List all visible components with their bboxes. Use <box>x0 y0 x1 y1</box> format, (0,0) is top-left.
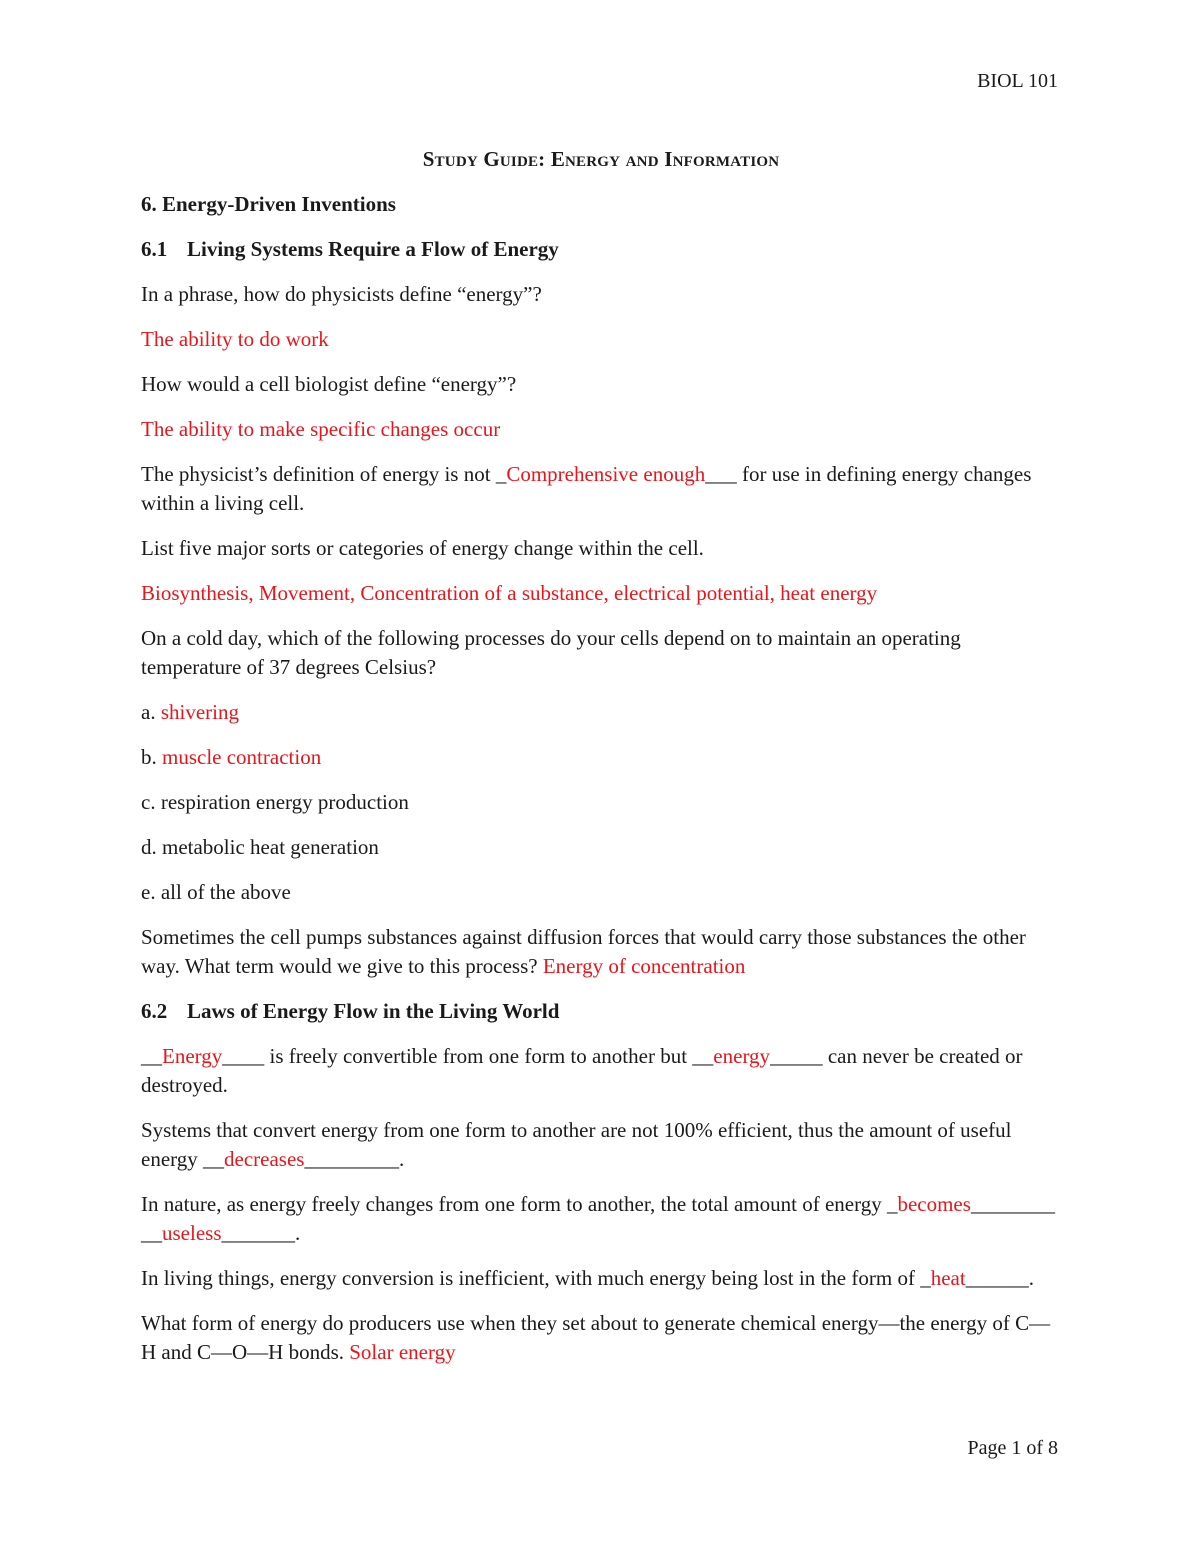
question-efficiency <box>141 1116 1061 1174</box>
question-text: _______. <box>221 1221 301 1245</box>
fill-answer: useless <box>162 1221 222 1245</box>
fill-answer: Energy <box>162 1044 223 1068</box>
section-heading-6-1 <box>141 235 1061 264</box>
question-text: In nature, as energy freely changes from one form to another, the total amount of energy _ <box>141 1192 898 1216</box>
question-definition-fill <box>141 460 1061 518</box>
answer-physicist-energy: The ability to do work <box>141 327 329 351</box>
option-letter: d. <box>141 835 162 859</box>
question-text: ___ for use in defining energy changes within a living cell. <box>141 462 1032 515</box>
course-header: BIOL 101 <box>977 70 1058 92</box>
question-energy-loss <box>141 1264 1061 1293</box>
question-text: In living things, energy conversion is inefficient, with much energy being lost in the form of _ <box>141 1266 931 1290</box>
question-energy-convertible <box>141 1042 1061 1100</box>
option-text: metabolic heat generation <box>162 835 379 859</box>
page-title: Study Guide: Energy and Information <box>422 147 780 171</box>
answer-energy-categories: Biosynthesis, Movement, Concentration of a substance, electrical potential, heat energy <box>141 581 878 605</box>
question-physicist-energy: In a phrase, how do physicists define “energy”? <box>141 282 542 306</box>
option-letter: a. <box>141 700 161 724</box>
question-text: The physicist’s definition of energy is not _ <box>141 462 507 486</box>
question-text: Sometimes the cell pumps substances against diffusion forces that would carry those substances the other way. What term would we give to this process? <box>141 925 1026 978</box>
option-text: all of the above <box>160 880 291 904</box>
option-text: muscle contraction <box>162 745 322 769</box>
question-energy-categories: List five major sorts or categories of energy change within the cell. <box>141 536 704 560</box>
option-e <box>141 878 1061 907</box>
question-nature-energy <box>141 1190 1061 1248</box>
section-title: Laws of Energy Flow in the Living World <box>187 999 560 1023</box>
option-letter: e. <box>141 880 161 904</box>
fill-answer: Comprehensive enough <box>506 462 706 486</box>
question-text: ________ __ <box>141 1192 1055 1245</box>
document-body <box>141 145 1061 1383</box>
question-cold-day: On a cold day, which of the following processes do your cells depend on to maintain an operating temperature of 37 degrees Celsius? <box>141 626 961 679</box>
section-heading-6-2 <box>141 997 1061 1026</box>
option-letter: b. <box>141 745 162 769</box>
question-producers <box>141 1309 1061 1367</box>
fill-answer: energy <box>713 1044 771 1068</box>
question-text: What form of energy do producers use when they set about to generate chemical energy—the energy of C—H and C—O—H bonds. <box>141 1311 1051 1364</box>
answer-text: Energy of concentration <box>542 954 746 978</box>
answer-text: Solar energy <box>349 1340 456 1364</box>
option-letter: c. <box>141 790 161 814</box>
option-text: respiration energy production <box>160 790 409 814</box>
option-text: shivering <box>160 700 239 724</box>
question-text: ______. <box>965 1266 1034 1290</box>
fill-answer: heat <box>930 1266 966 1290</box>
answer-biologist-energy: The ability to make specific changes occur <box>141 417 501 441</box>
question-pumping <box>141 923 1061 981</box>
question-text: _____ can never be created or destroyed. <box>141 1044 1023 1097</box>
section-number: 6.2 <box>141 999 168 1023</box>
question-biologist-energy: How would a cell biologist define “energy”? <box>141 372 517 396</box>
question-text: __ <box>141 1044 162 1068</box>
section-number: 6.1 <box>141 237 168 261</box>
question-text: _________. <box>304 1147 405 1171</box>
option-a <box>141 698 1061 727</box>
question-text: Systems that convert energy from one form to another are not 100% efficient, thus the amount of useful energy __ <box>141 1118 1012 1171</box>
fill-answer: becomes <box>897 1192 971 1216</box>
page-number: Page 1 of 8 <box>967 1437 1058 1459</box>
option-b <box>141 743 1061 772</box>
question-text: ____ is freely convertible from one form to another but __ <box>222 1044 714 1068</box>
option-c <box>141 788 1061 817</box>
section-title: Living Systems Require a Flow of Energy <box>187 237 559 261</box>
chapter-heading: 6. Energy-Driven Inventions <box>141 192 396 216</box>
fill-answer: decreases <box>224 1147 305 1171</box>
option-d <box>141 833 1061 862</box>
